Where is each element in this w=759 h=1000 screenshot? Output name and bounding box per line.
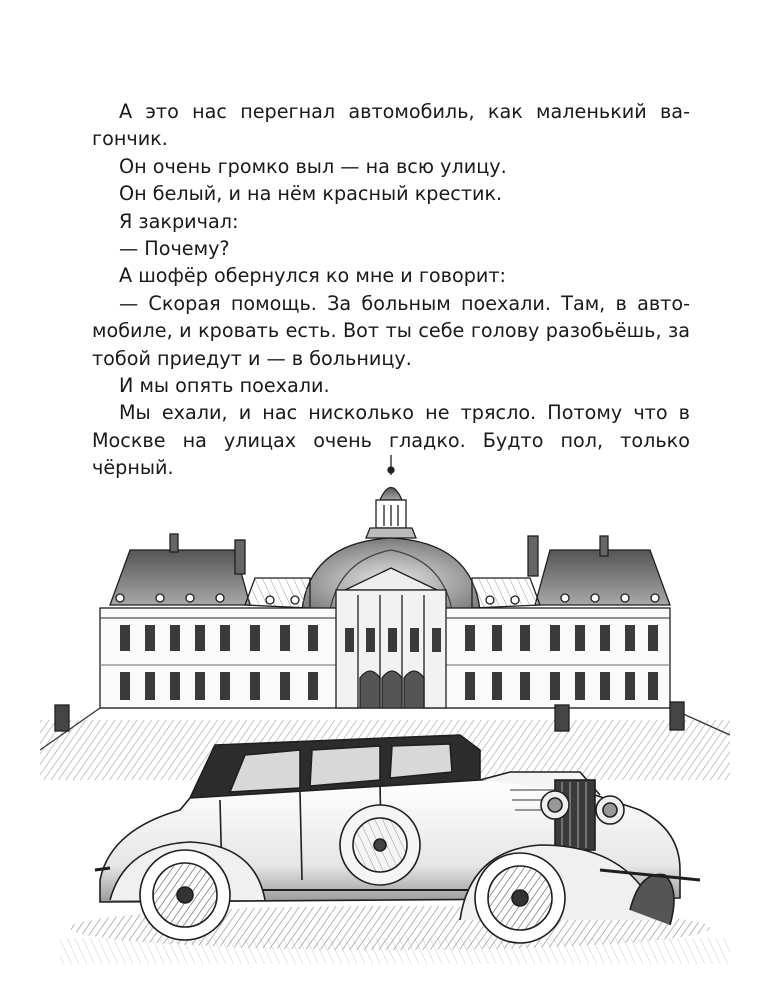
story-text [92, 98, 690, 482]
paragraph: — Почему? [119, 237, 230, 261]
paragraph: А это нас перегнал автомобиль, как маленький вагончик. [92, 100, 690, 151]
paragraph: А шофёр обернулся ко мне и говорит: [119, 264, 507, 288]
paragraph: Он белый, и на нём красный крестик. [119, 182, 503, 206]
paragraph: Я закричал: [119, 209, 239, 233]
chateau-sketch [40, 455, 730, 780]
paragraph: И мы опять поехали. [119, 374, 330, 398]
paragraph: — Скорая помощь. За больным поехали. Там, в автомобиле, и кровать есть. Вот ты себе голову разобьёшь, за тобой приедут и — в больницу. [92, 291, 690, 370]
paragraph: Он очень громко выл — на всю улицу. [119, 154, 507, 178]
car-and-chateau-illustration [40, 450, 730, 970]
paragraph: Мы ехали, и нас нисколько не трясло. Потому что в Москве на улицах очень гладко. Будто пол, только чёрный. [92, 401, 690, 480]
